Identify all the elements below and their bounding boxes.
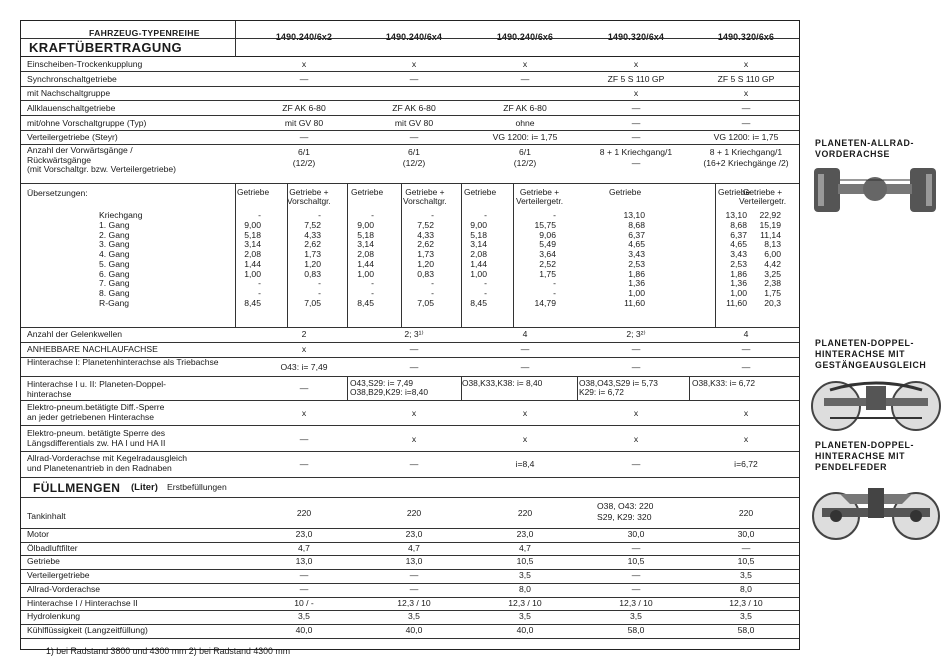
- value-cell: 3,5: [740, 570, 752, 581]
- value-cell: 23,0: [295, 529, 313, 539]
- row-label: Ölbadluftfilter: [27, 542, 78, 553]
- row-divider: [21, 425, 799, 426]
- value-cell: 13,0: [295, 556, 313, 567]
- value-cell: x: [411, 408, 417, 418]
- fill-subtitle: Erstbefüllungen: [167, 482, 227, 492]
- row-divider: [21, 451, 799, 452]
- value-cell: (12/2): [292, 157, 316, 168]
- value-cell: —: [409, 73, 419, 84]
- value-cell: 10 / -: [294, 597, 314, 608]
- value-cell: 12,3 / 10: [397, 597, 431, 608]
- value-cell: x: [633, 88, 639, 98]
- value-cell: 220: [517, 508, 533, 518]
- value-cell: i=8,4: [515, 459, 535, 469]
- column-divider: [689, 376, 690, 400]
- double-axle-linkage-illustration: [810, 372, 945, 434]
- value-cell: ZF 5 S 110 GP: [717, 73, 775, 84]
- value-cell: x: [743, 59, 749, 69]
- ratio-subheading: Getriebe + Verteilergetr.: [739, 187, 787, 207]
- ratio-column: - 15,75 9,06 5,49 3,64 2,52 1,75 - - 14,79: [534, 210, 556, 308]
- value-cell: 3,5: [408, 611, 420, 622]
- value-cell: —: [409, 132, 419, 142]
- ratio-subheading: Getriebe: [464, 187, 497, 197]
- row-divider: [21, 56, 799, 57]
- ratio-subheading: Getriebe: [718, 187, 751, 197]
- value-cell: —: [741, 344, 751, 354]
- value-cell: —: [631, 117, 641, 128]
- row-label: Elektro-pneum.betätigte Diff.-Sperre: [27, 402, 165, 412]
- value-cell: —: [299, 73, 309, 84]
- value-cell: (16+2 Kriechgänge /2): [703, 157, 789, 168]
- value-cell: 8 + 1 Kriechgang/1: [599, 147, 673, 157]
- value-cell: 4,7: [298, 542, 310, 553]
- fill-unit: (Liter): [131, 482, 158, 493]
- value-cell: O38,B29,K29: i=8,40: [350, 387, 428, 397]
- row-label: Einscheiben-Trockenkupplung: [27, 59, 143, 69]
- value-cell: —: [631, 362, 641, 372]
- value-cell: x: [522, 59, 528, 69]
- caption-front-axle: PLANETEN-ALLRAD- VORDERACHSE: [815, 138, 915, 159]
- ratio-column: 13,10 8,68 6,37 4,65 3,43 2,53 1,86 1,36 1,00 11,60: [725, 210, 747, 308]
- value-cell: —: [741, 362, 751, 372]
- value-cell: —: [631, 459, 641, 469]
- value-cell: ZF AK 6-80: [503, 103, 547, 113]
- row-label: an jeder getriebenen Hinterachse: [27, 411, 155, 422]
- row-divider: [21, 477, 799, 478]
- value-cell: 30,0: [627, 529, 645, 539]
- column-divider: [235, 183, 236, 327]
- model-heading: 1490.320/6x6: [717, 32, 775, 42]
- row-label: (mit Vorschaltgr. bzw. Verteilergetriebe): [27, 164, 177, 174]
- value-cell: 10,5: [627, 556, 645, 567]
- value-cell: (12/2): [513, 157, 537, 168]
- value-cell: —: [520, 344, 530, 354]
- caption-double-axle-pendulum: PLANETEN-DOPPEL- HINTERACHSE MIT PENDELFEDER: [815, 440, 915, 472]
- value-cell: O38,K33: i= 6,72: [692, 378, 756, 388]
- row-label: Tankinhalt: [27, 511, 66, 521]
- row-label: Hinterachse I u. II: Planeten-Doppel-: [27, 379, 167, 389]
- value-cell: 8,0: [740, 583, 752, 594]
- footnotes: 1) bei Radstand 3800 und 4300 mm 2) bei Radstand 4300 mm: [46, 646, 291, 656]
- row-divider: [21, 86, 799, 87]
- column-divider: [577, 376, 578, 400]
- value-cell: —: [741, 542, 751, 553]
- row-label: Motor: [27, 529, 49, 539]
- column-divider: [235, 21, 236, 57]
- value-cell: —: [299, 132, 309, 142]
- value-cell: 220: [738, 508, 754, 518]
- value-cell: —: [299, 383, 309, 393]
- ratio-column: - 9,00 5,18 3,14 2,08 1,44 1,00 - - 8,45: [470, 210, 487, 308]
- value-cell: 30,0: [737, 529, 755, 539]
- value-cell: 40,0: [405, 624, 423, 635]
- value-cell: —: [631, 157, 641, 168]
- value-cell: 6/1: [519, 147, 531, 157]
- value-cell: O38, O43: 220: [597, 501, 654, 511]
- row-label: Anzahl der Vorwärtsgänge /: [27, 145, 133, 155]
- row-label: Getriebe: [27, 556, 60, 567]
- ratios-label: Übersetzungen:: [27, 188, 88, 198]
- value-cell: —: [631, 583, 641, 594]
- value-cell: 4: [743, 329, 749, 339]
- value-cell: —: [299, 570, 309, 581]
- column-divider: [287, 183, 288, 327]
- model-heading: 1490.320/6x4: [607, 32, 665, 42]
- value-cell: 220: [296, 508, 312, 518]
- row-divider: [21, 376, 799, 377]
- ratio-subheading: Getriebe + Vorschaltgr.: [403, 187, 447, 207]
- value-cell: O43: i= 7,49: [280, 362, 328, 372]
- value-cell: 12,3 / 10: [729, 597, 763, 608]
- value-cell: S29, K29: 320: [597, 512, 652, 522]
- row-label: Hinterachse I: Planetenhinterachse als Triebachse: [27, 357, 219, 367]
- value-cell: 58,0: [627, 624, 645, 635]
- value-cell: —: [299, 583, 309, 594]
- value-cell: —: [299, 459, 309, 469]
- value-cell: mit GV 80: [394, 117, 434, 128]
- row-divider: [21, 497, 799, 498]
- value-cell: x: [301, 344, 307, 354]
- row-divider: [21, 100, 799, 101]
- ratio-subheading: Getriebe: [351, 187, 384, 197]
- ratio-column: 13,10 8,68 6,37 4,65 3,43 2,53 1,86 1,36 1,00 11,60: [623, 210, 645, 308]
- value-cell: 2: [301, 329, 307, 339]
- value-cell: x: [522, 408, 528, 418]
- double-axle-pendulum-illustration: [810, 480, 945, 542]
- ratio-column: - 7,52 4,33 2,62 1,73 1,20 0,83 - - 7,05: [417, 210, 434, 308]
- row-divider: [21, 130, 799, 131]
- value-cell: —: [631, 103, 641, 113]
- value-cell: 8,0: [519, 583, 531, 594]
- value-cell: —: [631, 132, 641, 142]
- row-label: Elektro-pneum. betätigte Sperre des: [27, 428, 166, 438]
- column-divider: [461, 183, 462, 327]
- value-cell: 6/1: [298, 147, 310, 157]
- row-divider: [21, 342, 799, 343]
- value-cell: —: [631, 542, 641, 553]
- value-cell: 4,7: [519, 542, 531, 553]
- row-label: ANHEBBARE NACHLAUFACHSE: [27, 344, 158, 354]
- value-cell: —: [409, 362, 419, 372]
- row-label: mit Nachschaltgruppe: [27, 88, 111, 98]
- section-title-fuellmengen: FÜLLMENGEN: [33, 481, 121, 495]
- row-label: und Planetenantrieb in den Radnaben: [27, 462, 172, 473]
- value-cell: O38,K33,K38: i= 8,40: [462, 378, 543, 388]
- value-cell: 2; 3¹⁾: [404, 329, 424, 339]
- value-cell: mit GV 80: [284, 117, 324, 128]
- value-cell: x: [522, 434, 528, 444]
- value-cell: —: [520, 362, 530, 372]
- row-label: hinterachse: [27, 388, 72, 399]
- value-cell: 6/1: [408, 147, 420, 157]
- value-cell: —: [409, 570, 419, 581]
- value-cell: —: [299, 434, 309, 444]
- row-label: Kühlflüssigkeit (Langzeitfüllung): [27, 624, 148, 635]
- row-divider: [21, 38, 799, 39]
- row-label: Allklauenschaltgetriebe: [27, 103, 116, 113]
- column-divider: [347, 376, 348, 400]
- ratio-subheading: Getriebe + Verteilergetr.: [516, 187, 564, 207]
- row-divider: [21, 115, 799, 116]
- row-divider: [21, 327, 799, 328]
- value-cell: 3,5: [298, 611, 310, 622]
- ratio-column: 22,92 15,19 11,14 8,13 6,00 4,42 3,25 2,38 1,75 20,3: [759, 210, 781, 308]
- value-cell: 3,5: [519, 611, 531, 622]
- ratio-column: - 9,00 5,18 3,14 2,08 1,44 1,00 - - 8,45: [357, 210, 374, 308]
- value-cell: i=6,72: [734, 459, 758, 469]
- value-cell: —: [520, 73, 530, 84]
- value-cell: 40,0: [295, 624, 313, 635]
- row-label: Rückwärtsgänge: [27, 154, 92, 165]
- value-cell: —: [631, 570, 641, 581]
- row-divider: [21, 144, 799, 145]
- ratio-subheading: Getriebe: [237, 187, 270, 197]
- row-label: Anzahl der Gelenkwellen: [27, 329, 123, 339]
- fahrzeug-typenreihe-label: FAHRZEUG-TYPENREIHE: [89, 28, 200, 38]
- row-label: Längsdifferentials zw. HA I und HA II: [27, 437, 166, 448]
- value-cell: 10,5: [516, 556, 534, 567]
- model-heading: 1490.240/6x6: [496, 32, 554, 42]
- row-label: Hinterachse I / Hinterachse II: [27, 597, 138, 608]
- value-cell: ZF AK 6-80: [282, 103, 326, 113]
- column-divider: [715, 183, 716, 327]
- value-cell: 58,0: [737, 624, 755, 635]
- row-label: Synchronschaltgetriebe: [27, 73, 117, 84]
- value-cell: —: [741, 117, 751, 128]
- row-label: Allrad-Vorderachse: [27, 583, 101, 594]
- value-cell: —: [409, 344, 419, 354]
- value-cell: ZF 5 S 110 GP: [607, 73, 665, 84]
- model-heading: 1490.240/6x2: [275, 32, 333, 42]
- ratio-column: - 7,52 4,33 2,62 1,73 1,20 0,83 - - 7,05: [304, 210, 321, 308]
- value-cell: 3,5: [630, 611, 642, 622]
- value-cell: —: [631, 344, 641, 354]
- column-divider: [513, 183, 514, 327]
- ratio-column: - 9,00 5,18 3,14 2,08 1,44 1,00 - - 8,45: [244, 210, 261, 308]
- value-cell: —: [409, 583, 419, 594]
- value-cell: 4: [522, 329, 528, 339]
- value-cell: 10,5: [737, 556, 755, 567]
- spec-table: [20, 20, 800, 650]
- value-cell: x: [633, 59, 639, 69]
- value-cell: x: [411, 434, 417, 444]
- row-label: Allrad-Vorderachse mit Kegelradausgleich: [27, 453, 188, 463]
- value-cell: 3,5: [740, 611, 752, 622]
- value-cell: O43,S29: i= 7,49: [350, 378, 414, 388]
- value-cell: ZF AK 6-80: [392, 103, 436, 113]
- value-cell: 40,0: [516, 624, 534, 635]
- value-cell: 2; 3²⁾: [626, 329, 646, 339]
- gear-names: Kriechgang 1. Gang 2. Gang 3. Gang 4. Gang 5. Gang 6. Gang 7. Gang 8. Gang R-Gang: [99, 210, 143, 308]
- value-cell: O38,O43,S29 i= 5,73: [579, 378, 658, 388]
- row-label: Hydrolenkung: [27, 611, 81, 622]
- value-cell: x: [411, 59, 417, 69]
- value-cell: x: [743, 434, 749, 444]
- column-divider: [401, 183, 402, 327]
- value-cell: 220: [406, 508, 422, 518]
- ratio-subheading: Getriebe + Vorschaltgr.: [287, 187, 331, 207]
- value-cell: K29: i= 6,72: [579, 387, 624, 397]
- value-cell: 23,0: [405, 529, 423, 539]
- value-cell: 12,3 / 10: [508, 597, 542, 608]
- value-cell: x: [743, 88, 749, 98]
- value-cell: x: [743, 408, 749, 418]
- value-cell: x: [633, 434, 639, 444]
- row-label: Verteilergetriebe: [27, 570, 90, 581]
- value-cell: 13,0: [405, 556, 423, 567]
- value-cell: (12/2): [402, 157, 426, 168]
- row-label: Verteilergetriebe (Steyr): [27, 132, 118, 142]
- value-cell: VG 1200: i= 1,75: [492, 132, 558, 142]
- row-label: mit/ohne Vorschaltgruppe (Typ): [27, 117, 147, 128]
- value-cell: 23,0: [516, 529, 534, 539]
- value-cell: VG 1200: i= 1,75: [713, 132, 779, 142]
- value-cell: 12,3 / 10: [619, 597, 653, 608]
- value-cell: x: [633, 408, 639, 418]
- value-cell: —: [409, 459, 419, 469]
- column-divider: [461, 376, 462, 400]
- value-cell: x: [301, 59, 307, 69]
- value-cell: 4,7: [408, 542, 420, 553]
- value-cell: 3,5: [519, 570, 531, 581]
- row-divider: [21, 638, 799, 639]
- ratio-subheading: Getriebe: [609, 187, 642, 197]
- value-cell: —: [741, 103, 751, 113]
- column-divider: [347, 183, 348, 327]
- value-cell: ohne: [515, 117, 535, 128]
- model-heading: 1490.240/6x4: [385, 32, 443, 42]
- row-divider: [21, 183, 799, 184]
- row-divider: [21, 400, 799, 401]
- value-cell: 8 + 1 Kriechgang/1: [709, 147, 783, 157]
- caption-double-axle-linkage: PLANETEN-DOPPEL- HINTERACHSE MIT GESTÄNGEAUSGLEICH: [815, 338, 927, 370]
- row-divider: [21, 71, 799, 72]
- value-cell: x: [301, 408, 307, 418]
- front-axle-illustration: [810, 160, 940, 220]
- section-title-kraftuebertragung: KRAFTÜBERTRAGUNG: [29, 40, 182, 55]
